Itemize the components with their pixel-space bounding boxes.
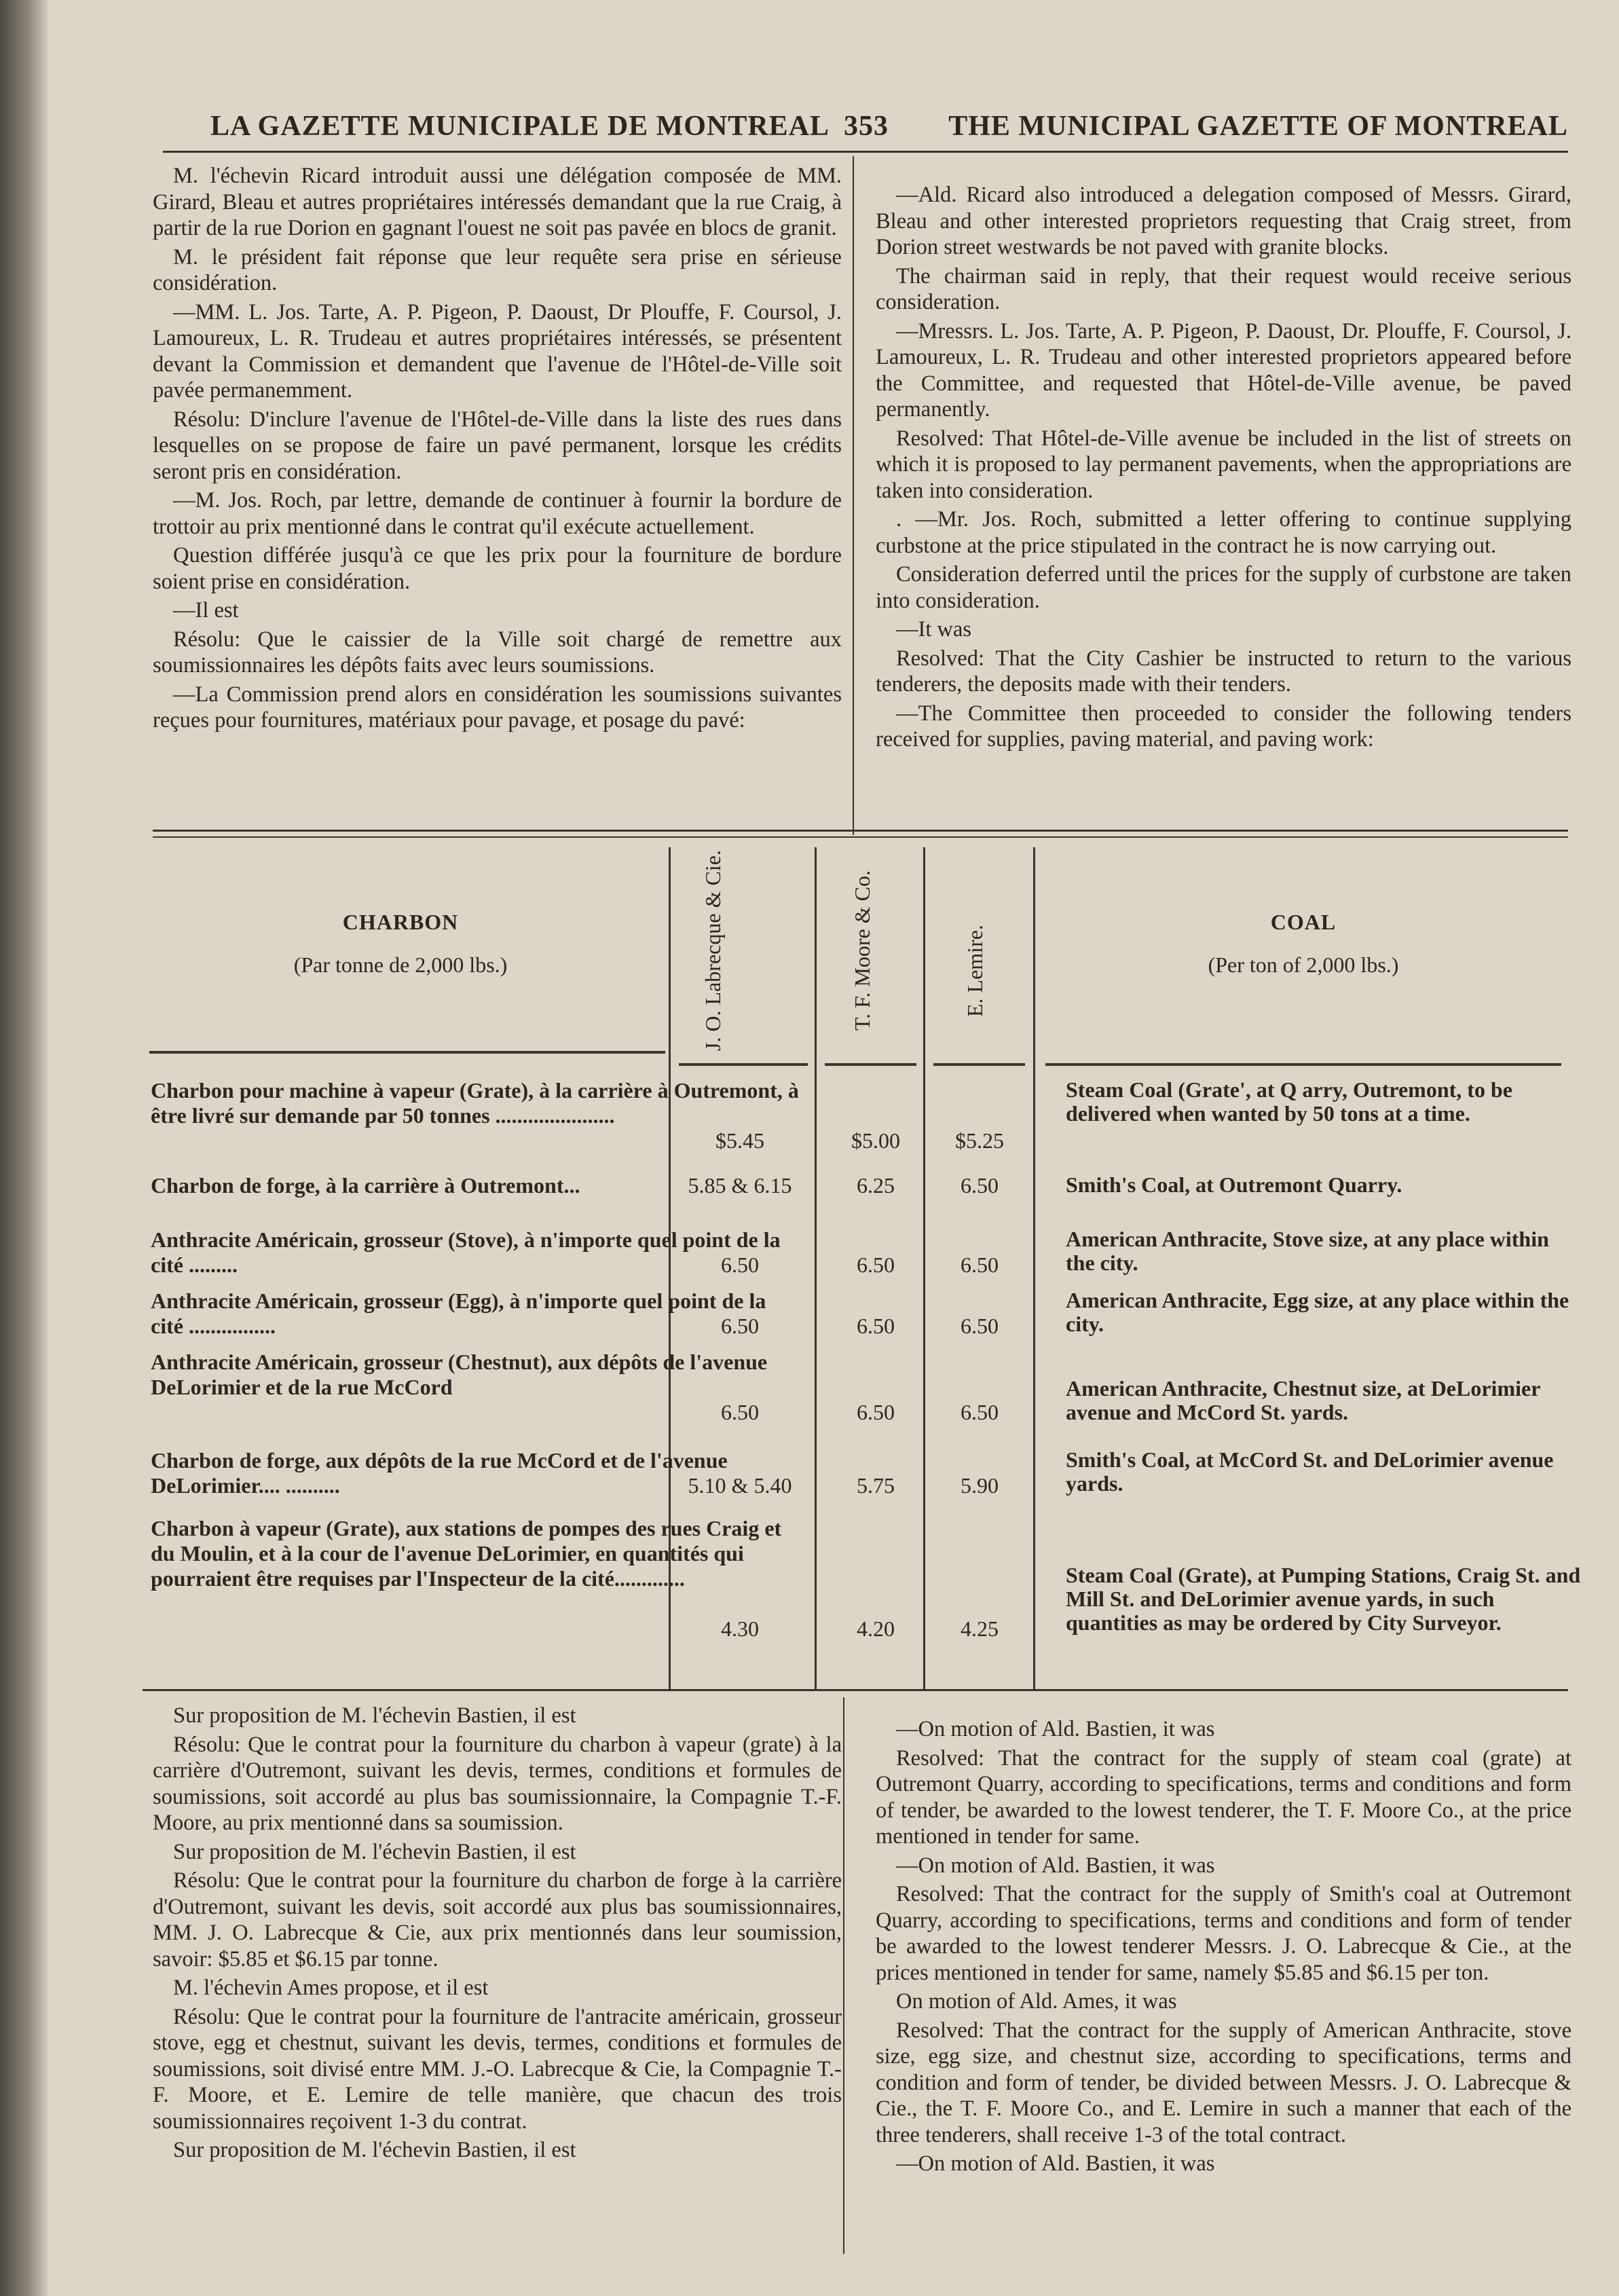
fr-description: Anthracite Américain, grosseur (Stove), à n'importe quel point de la cité ......... [151, 1227, 781, 1277]
paragraph: —On motion of Ald. Bastien, it was [896, 1717, 1215, 1741]
en-description: Smith's Coal, at Outremont Quarry. [1066, 1172, 1402, 1197]
price-cell: 6.50 [721, 1314, 759, 1338]
paragraph: Sur proposition de M. l'échevin Bastien, il est [173, 1839, 576, 1864]
paragraph: Résolu: Que le contrat pour la fourniture du charbon à vapeur (grate) à la carrière d'Outremont, suivant les devis, termes, conditions et formules de soumissions, soit accordé au plus bas soumissionnaire, la Compagnie T.-F. Moore, au prix mentionné dans sa soumission. [153, 1732, 842, 1835]
header-dash [1045, 1063, 1561, 1066]
paragraph: Sur proposition de M. l'échevin Bastien, il est [173, 1703, 576, 1728]
header-rule [163, 151, 1568, 153]
paragraph: The chairman said in reply, that their request would receive serious consideration. [876, 263, 1571, 314]
en-description: Steam Coal (Grate', at Q arry, Outremont, to be delivered when wanted by 50 tons at a time. [1066, 1077, 1512, 1126]
header-right-title: THE MUNICIPAL GAZETTE OF MONTREAL [948, 111, 1568, 142]
table-bottom-rule [143, 1689, 1568, 1691]
price-cell: 6.50 [857, 1314, 895, 1338]
en-description: Smith's Coal, at McCord St. and DeLorimier avenue yards. [1066, 1447, 1554, 1496]
paragraph: On motion of Ald. Ames, it was [896, 1989, 1177, 2014]
price-cell: 5.90 [961, 1473, 999, 1498]
binding-gutter [0, 0, 48, 2296]
fr-table-header: CHARBON [342, 910, 459, 934]
header-dash [933, 1063, 1025, 1066]
fr-description: Anthracite Américain, grosseur (Chestnut), aux dépôts de l'avenue DeLorimier et de la rue McCord [151, 1350, 768, 1399]
paragraph: M. le président fait réponse que leur requête sera prise en sérieuse considération. [153, 244, 842, 295]
fr-description: Anthracite Américain, grosseur (Egg), à n'importe quel point de la cité ................ [151, 1289, 766, 1338]
paragraph: —It was [896, 617, 972, 642]
paragraph: —Mressrs. L. Jos. Tarte, A. P. Pigeon, P. Daoust, Dr. Plouffe, F. Coursol, J. Lamoureux, L. R. Trudeau and other interested proprietors appeared before the Committee, and requested that Hôtel-de-Ville avenue, be paved permanently. [876, 318, 1571, 422]
page-number: 353 [844, 111, 889, 142]
paragraph: —Ald. Ricard also introduced a delegation composed of Messrs. Girard, Bleau and other interested proprietors requesting that Craig street, from Dorion street westwards be not paved with granite blocks. [876, 183, 1571, 259]
price-cell: 6.50 [961, 1400, 999, 1424]
coal-tender-table [143, 847, 1581, 1689]
paragraph: Resolved: That the contract for the supply of American Anthracite, stove size, egg size, and chestnut size, according to specifications, terms and condition and form of tender, be divided between Messrs. J. O. Labrecque & Cie., the T. F. Moore Co., and E. Lemire in such a manner that each of the three tenderers, shall receive 1-3 of the total contract. [876, 2018, 1571, 2147]
paragraph: —The Committee then proceeded to consider the following tenders received for supplies, paving material, and paving work: [876, 701, 1571, 752]
tenderer-moore: T. F. Moore & Co. [850, 870, 874, 1031]
header-dash [825, 1063, 916, 1066]
price-cell: 6.50 [961, 1314, 999, 1338]
price-cell: $5.00 [851, 1128, 900, 1153]
price-cell: $5.45 [715, 1128, 764, 1153]
tenderer-labrecque: J. O. Labrecque & Cie. [701, 850, 725, 1051]
paragraph: —MM. L. Jos. Tarte, A. P. Pigeon, P. Daoust, Dr Plouffe, F. Coursol, J. Lamoureux, L. R. Trudeau et autres propriétaires intéressés, se présentent devant la Commission et demandent que l'avenue de l'Hôtel-de-Ville soit pavée permanemment. [153, 299, 842, 403]
french-column-bottom [153, 1703, 842, 2166]
paragraph: Sur proposition de M. l'échevin Bastien, il est [173, 2138, 576, 2162]
fr-description: Charbon de forge, aux dépôts de la rue McCord et de l'avenue DeLorimier.... .......... [151, 1448, 728, 1498]
price-cell: 4.20 [857, 1616, 895, 1641]
paragraph: M. l'échevin Ames propose, et il est [173, 1976, 489, 2000]
column-divider-top [853, 156, 854, 835]
paragraph: —Il est [173, 598, 239, 623]
en-description: American Anthracite, Chestnut size, at DeLorimier avenue and McCord St. yards. [1066, 1376, 1540, 1424]
column-divider-bottom [843, 1697, 844, 2254]
paragraph: Resolved: That the contract for the supply of steam coal (grate) at Outremont Quarry, according to specifications, terms and conditions and form of tender, be awarded to the lowest tenderer, the T. F. Moore Co., at the price mentioned in tender for same. [876, 1745, 1571, 1849]
fr-description: Charbon de forge, à la carrière à Outremont... [151, 1173, 580, 1198]
tenderer-lemire: E. Lemire. [963, 925, 987, 1017]
en-table-subheader: (Per ton of 2,000 lbs.) [1208, 952, 1399, 977]
price-cell: 5.75 [857, 1473, 895, 1498]
price-cell: 6.50 [857, 1253, 895, 1277]
paragraph: Résolu: Que le contrat pour la fourniture de l'antracite américain, grosseur stove, egg et chestnut, suivant les devis, termes, conditions et formules de soumissions, soit divisé entre MM. J.-O. Labrecque & Cie, la Compagnie T.-F. Moore, et E. Lemire de telle manière, que chacun des trois soumissionnaires reçoivent 1-3 du contrat. [153, 2004, 842, 2134]
en-table-header: COAL [1270, 910, 1337, 934]
price-cell: 5.10 & 5.40 [688, 1473, 792, 1498]
price-cell: 4.30 [721, 1616, 759, 1641]
price-cell: 6.50 [961, 1253, 999, 1277]
paragraph: Question différée jusqu'à ce que les prix pour la fourniture de bordure soient prise en considération. [153, 543, 842, 594]
price-cell: 5.85 & 6.15 [688, 1173, 792, 1198]
en-description: Steam Coal (Grate), at Pumping Stations, Craig St. and Mill St. and DeLorimier avenue yards, in such quantities as may be ordered by City Surveyor. [1066, 1563, 1581, 1635]
english-column-top [876, 182, 1571, 756]
french-column-top [153, 163, 842, 737]
price-cell: 6.50 [721, 1253, 759, 1277]
table-top-rule-2 [153, 836, 1568, 838]
en-description: American Anthracite, Stove size, at any place within the city. [1066, 1227, 1549, 1275]
paragraph: M. l'échevin Ricard introduit aussi une délégation composée de MM. Girard, Bleau et autres propriétaires intéressés demandant que la rue Craig, à partir de la rue Dorion en gagnant l'ouest ne soit pas pavée en blocs de granit. [153, 164, 842, 240]
header-dash [149, 1051, 665, 1054]
paragraph: . —Mr. Jos. Roch, submitted a letter offering to continue supplying curbstone at the price stipulated in the contract he is now carrying out. [876, 507, 1571, 558]
price-cell: 6.50 [961, 1173, 999, 1198]
paragraph: Résolu: Que le contrat pour la fourniture du charbon de forge à la carrière d'Outremont, suivant les devis, soit accordé aux plus bas soumissionnaires, MM. J. O. Labrecque & Cie, aux prix mentionnés dans leur soumission, savoir: $5.85 et $6.15 par tonne. [153, 1868, 842, 1971]
header-dash [679, 1063, 808, 1066]
page-header [163, 102, 1568, 149]
header-left-title: LA GAZETTE MUNICIPALE DE MONTREAL [210, 111, 830, 142]
paragraph: Resolved: That Hôtel-de-Ville avenue be included in the list of streets on which it is proposed to lay permanent pavements, when the appropriations are taken into consideration. [876, 426, 1571, 503]
paragraph: Resolved: That the City Cashier be instructed to return to the various tenderers, the deposits made with their tenders. [876, 646, 1571, 697]
paragraph: Résolu: Que le caissier de la Ville soit chargé de remettre aux soumissionnaires les dépôts faits avec leurs soumissions. [153, 627, 842, 678]
paragraph: —La Commission prend alors en considération les soumissions suivantes reçues pour fournitures, matériaux pour pavage, et posage du pavé: [153, 682, 842, 733]
fr-description: Charbon pour machine à vapeur (Grate), à la carrière à Outremont, à être livré sur demande par 50 tonnes ...................... [151, 1078, 799, 1128]
fr-description: Charbon à vapeur (Grate), aux stations de pompes des rues Craig et du Moulin, et à la cour de l'avenue DeLorimier, en quantités qui pourraient être requises par l'Inspecteur de la cité............. [151, 1516, 782, 1591]
price-cell: 6.25 [857, 1173, 895, 1198]
fr-table-subheader: (Par tonne de 2,000 lbs.) [293, 952, 508, 977]
paragraph: Resolved: That the contract for the supply of Smith's coal at Outremont Quarry, according to specifications, terms and conditions and form of tender be awarded to the lowest tenderer Messrs. J. O. Labrecque & Cie., at the prices mentioned in tender for same, namely $5.85 and $6.15 per ton. [876, 1882, 1571, 1985]
price-cell: 6.50 [857, 1400, 895, 1424]
paragraph: —On motion of Ald. Bastien, it was [896, 1853, 1215, 1878]
en-description: American Anthracite, Egg size, at any place within the city. [1066, 1288, 1569, 1336]
price-cell: 4.25 [961, 1616, 999, 1641]
english-column-bottom [876, 1716, 1571, 2180]
paragraph: Résolu: D'inclure l'avenue de l'Hôtel-de-Ville dans la liste des rues dans lesquelles on se propose de faire un pavé permanent, lorsque les crédits seront pris en considération. [153, 407, 842, 484]
price-cell: $5.25 [955, 1128, 1004, 1153]
price-cell: 6.50 [721, 1400, 759, 1424]
table-top-rule [153, 830, 1568, 832]
paragraph: Consideration deferred until the prices for the supply of curbstone are taken into consideration. [876, 562, 1571, 613]
paragraph: —On motion of Ald. Bastien, it was [896, 2151, 1215, 2176]
paragraph: —M. Jos. Roch, par lettre, demande de continuer à fournir la bordure de trottoir au prix mentionné dans le contrat qu'il exécute actuellement. [153, 488, 842, 539]
